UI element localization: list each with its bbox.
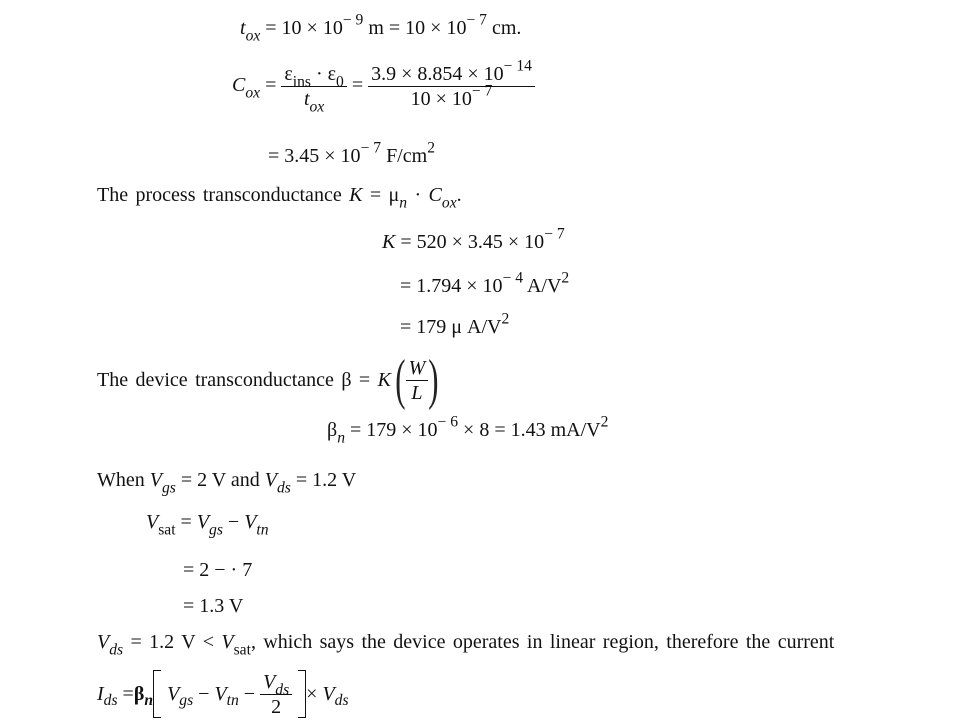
cox-equation: $C_{ox}$ = $\frac{\varepsilon_{ins} \cdot \varepsilon_0}{t_{ox}}$ = $\frac{3.9 \times 8.854 \times 10^{- 14}}{10 \times 10^{- 7}}$ xyxy=(232,64,535,109)
vsat-equation: $V_{sat} = V_{gs} - V_{tn}$ xyxy=(146,511,269,539)
ids-equation: $I_{ds} =\beta_n$ $V_{gs} - V_{tn}$ − $\frac{V_{ds}}{2}$ × $V_{ds}$ xyxy=(97,670,349,718)
right-bracket xyxy=(298,670,306,718)
vsat-result: = 1.3 V xyxy=(183,595,244,617)
vds-over-2-fraction: $\frac{V_{ds}}{2}$ xyxy=(260,672,292,717)
cox-fraction-numeric: $\frac{3.9 \times 8.854 \times 10^{- 14}}{10 \times 10^{- 7}}$ xyxy=(368,64,535,109)
device-transconductance-text: The device transconductance β = K( $\frac{W}{L}$ ) xyxy=(97,349,439,411)
w-over-l-fraction: $\frac{W}{L}$ xyxy=(406,358,429,403)
k-equation-1: $K = 520 \times 3.45 \times 10^{- 7}$ xyxy=(382,225,565,253)
cox-result: = $3.45 \times 10^{- 7}$ $F/cm^2$ xyxy=(268,139,435,167)
when-condition: When $V_{gs} = 2$ V and $V_{ds} = 1.2$ V xyxy=(97,469,357,497)
right-paren: ) xyxy=(428,349,439,411)
tox-equation: $t_{ox} = 10 \times 10^{- 9}$ $m = 10 \times 10^{- 7}$ cm. xyxy=(240,11,522,45)
process-transconductance-text: The process transconductance $K = \mu_n \cdot C_{ox}$. xyxy=(97,184,462,212)
linear-region-text: $V_{ds} = 1.2$ $V < V_{sat}$, which says the device operates in linear region, therefore the current xyxy=(97,631,835,659)
vsat-calculation: = 2 − · 7 xyxy=(183,559,253,581)
left-bracket xyxy=(153,670,161,718)
k-equation-3: = 179 μ $A/V^2$ xyxy=(400,310,510,338)
k-equation-2: = $1.794 \times 10^{- 4}$ $A/V^2$ xyxy=(400,269,570,297)
left-paren: ( xyxy=(395,349,406,411)
beta-equation: $\beta_n = 179 \times 10^{- 6} \times 8 = 1.43$ $mA/V^2$ xyxy=(327,413,609,447)
cox-fraction-symbolic: $\frac{\varepsilon_{ins} \cdot \varepsilon_0}{t_{ox}}$ xyxy=(281,64,346,109)
